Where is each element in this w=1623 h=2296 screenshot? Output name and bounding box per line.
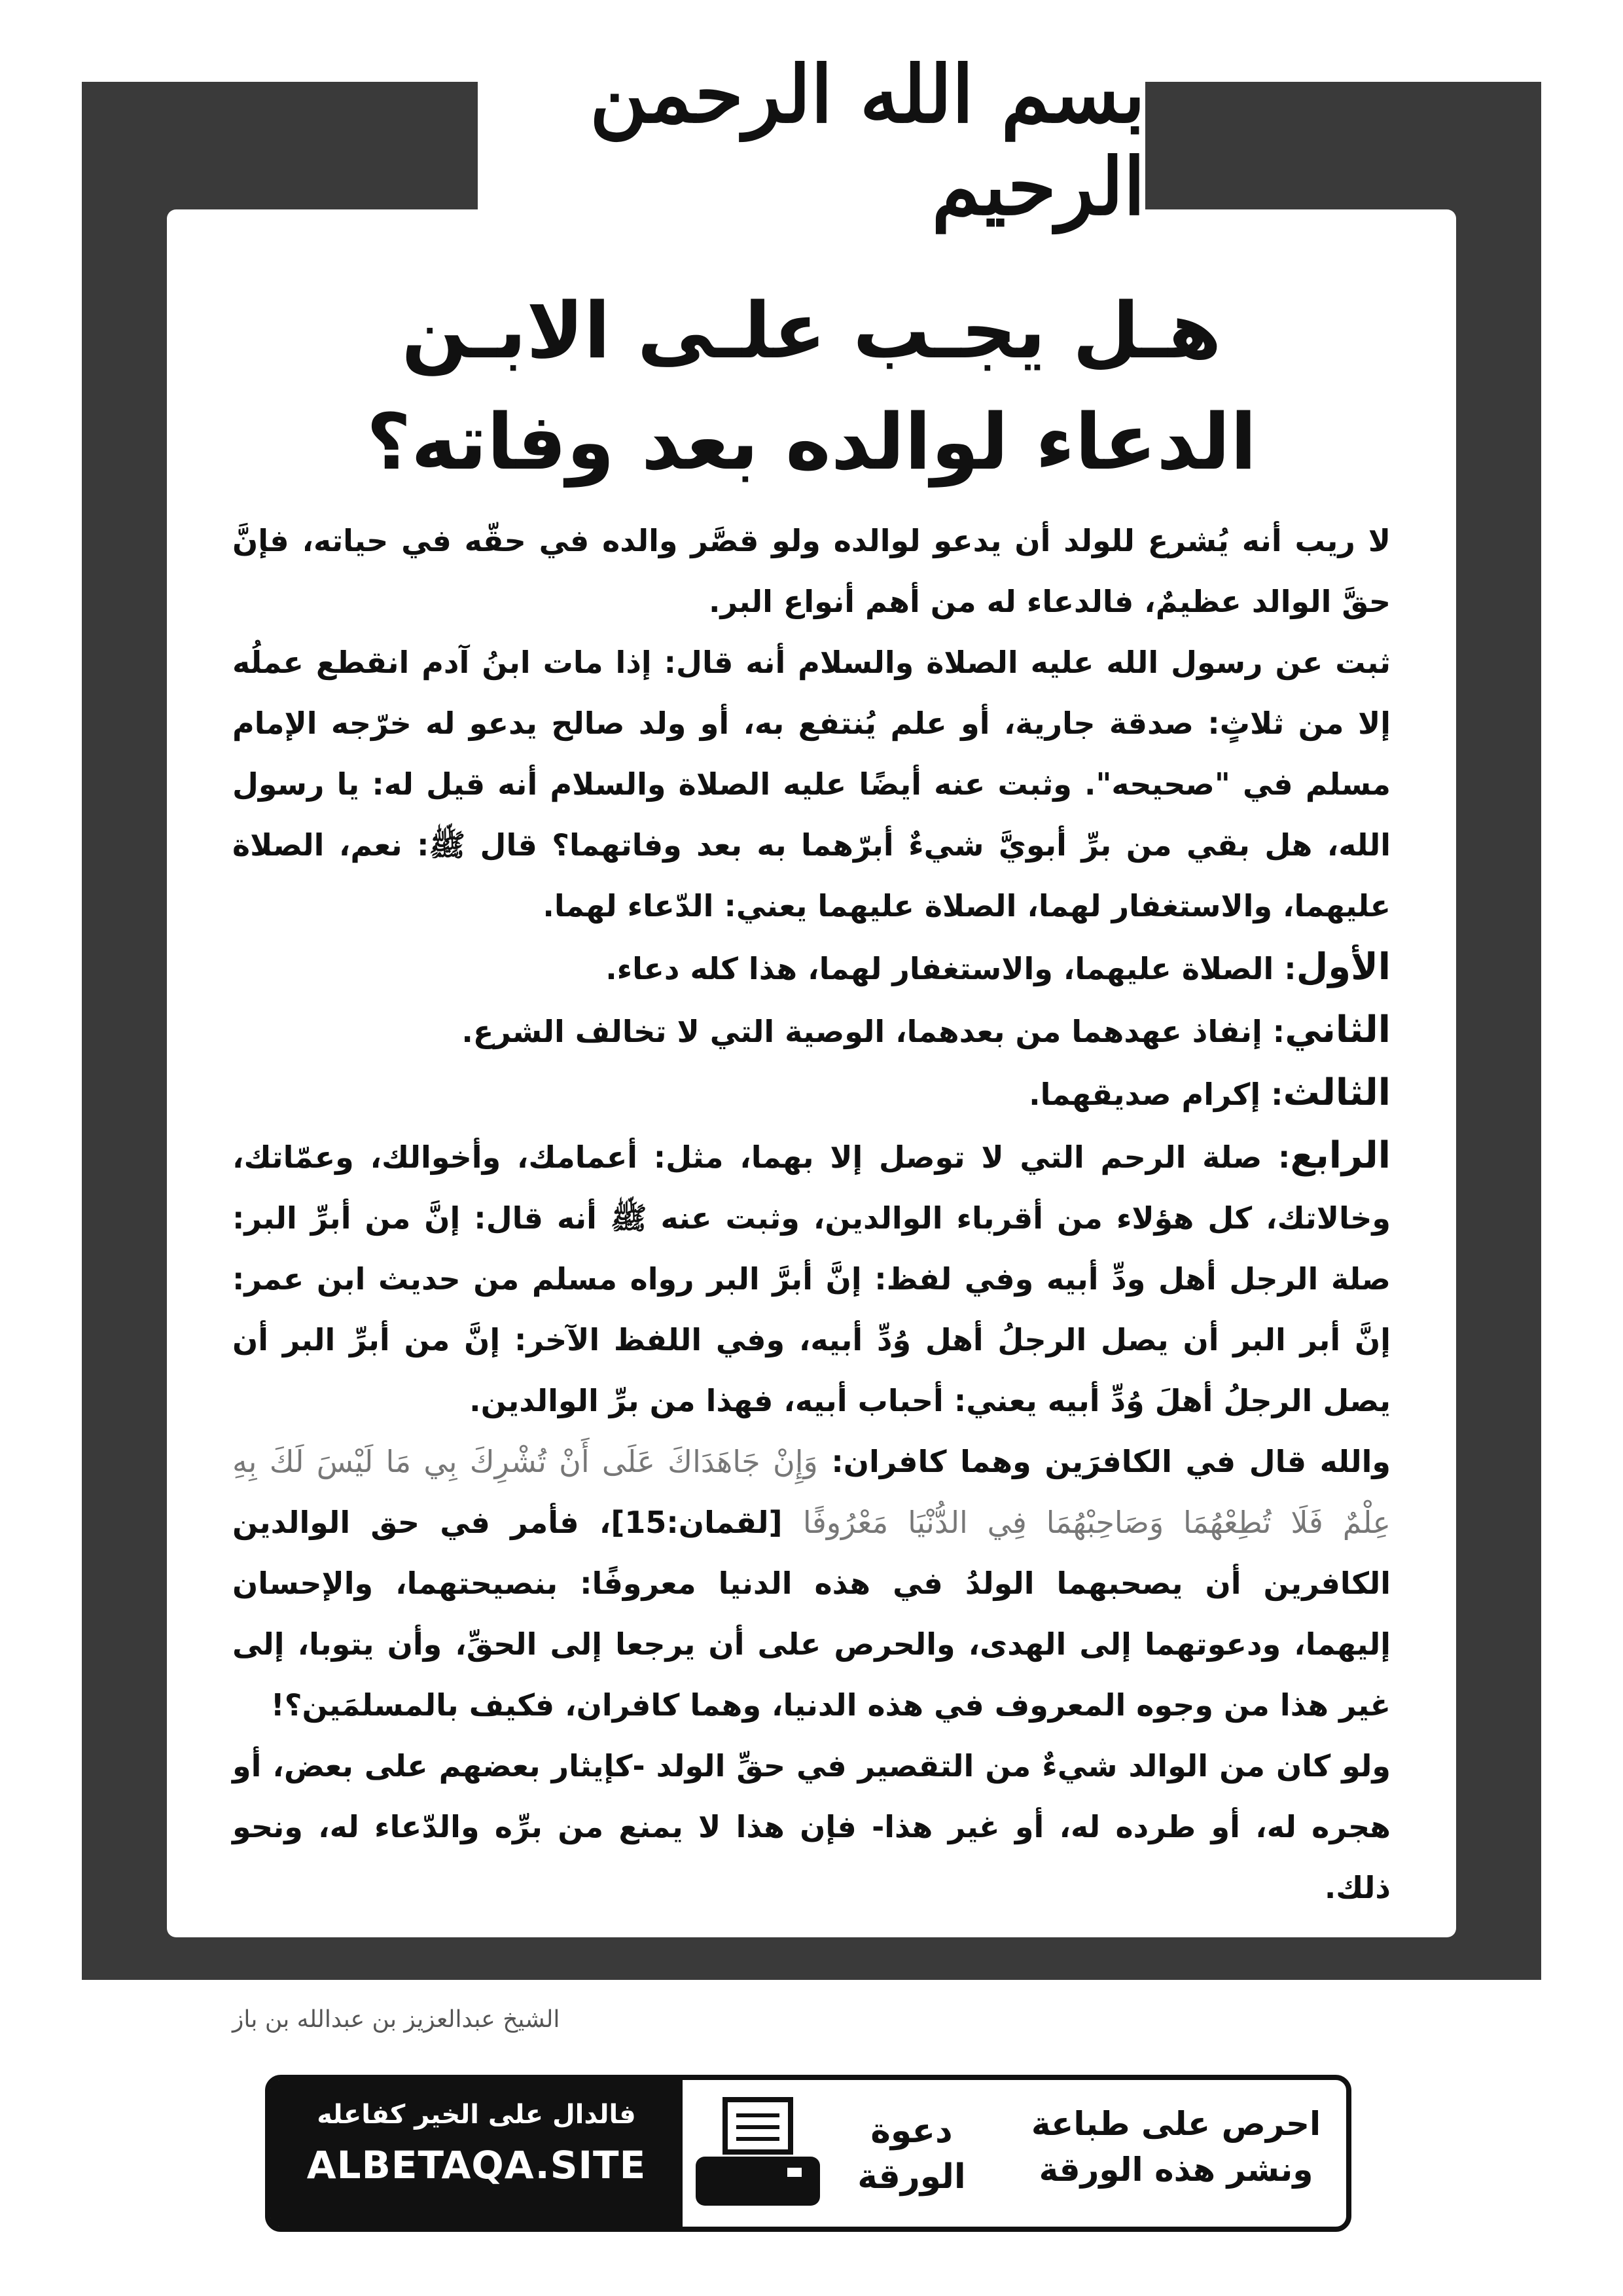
- basmala-calligraphy: بسم الله الرحمن الرحيم: [590, 48, 1145, 233]
- cta-line-1: احرص على طباعة: [1031, 2105, 1321, 2143]
- logo-word-dawa: دعوة: [870, 2111, 953, 2151]
- footer-site-block: [270, 2080, 683, 2227]
- printer-icon: [689, 2094, 827, 2212]
- title-line-1: هـل يجـب علـى الابـن: [401, 285, 1222, 376]
- paragraph-verse: [232, 1431, 1391, 1736]
- point-fourth-label: الرابع: [1290, 1134, 1391, 1177]
- paragraph-hadith: ثبت عن رسول الله عليه الصلاة والسلام أنه قال: إذا مات ابنُ آدم انقطع عملُه إلا من ثلاثٍ: صدقة جارية، أو علم يُنتفع به، أو ولد صالح يدعو له خرّجه الإمام مسلم في "صحيحه". وثبت عنه أيضًا عليه الصلاة والسلام أنه قيل له: يا رسول الله، هل بقي من برِّ أبويَّ شيءٌ أبرّهما به بعد وفاتهما؟ قال ﷺ: نعم، الصلاة عليهما، والاستغفار لهما، الصلاة عليهما يعني: الدّعاء لهما.: [232, 645, 1391, 924]
- point-fourth: [232, 1125, 1391, 1431]
- footer-slogan: فالدال على الخير كفاعله: [317, 2100, 636, 2130]
- point-first-text: : الصلاة عليهما، والاستغفار لهما، هذا كله دعاء.: [605, 951, 1296, 986]
- title-line-2: الدعاء لوالده بعد وفاته؟: [366, 397, 1257, 487]
- quran-verse: وَإِنْ جَاهَدَاكَ عَلَى أَنْ تُشْرِكَ بِي مَا لَيْسَ لَكَ بِهِ عِلْمٌ فَلَا تُطِعْهُمَا وَصَاحِبْهُمَا فِي الدُّنْيَا مَعْرُوفًا: [232, 1444, 1391, 1540]
- verse-reference: [لقمان:15]: [611, 1505, 783, 1540]
- point-first-label: الأول: [1296, 946, 1391, 988]
- page-title: [167, 275, 1456, 497]
- cta-line-2: ونشر هذه الورقة: [1039, 2151, 1313, 2189]
- footer-banner: [265, 2075, 1351, 2232]
- point-fourth-text: : صلة الرحم التي لا توصل إلا بهما، مثل: أعمامك، وأخوالك، وعمّاتك، وخالاتك، كل هؤلاء من أقرباء الوالدين، وثبت عنه ﷺ أنه قال: إنَّ من أبرِّ البر: صلة الرجل أهل ودِّ أبيه وفي لفظ: إنَّ أبرَّ البر رواه مسلم من حديث ابن عمر: إنَّ أبر البر أن يصل الرجلُ أهل وُدِّ أبيه، وفي اللفظ الآخر: إنَّ من أبرِّ البر أن يصل الرجلُ أهلَ وُدِّ أبيه يعني: أحباب أبيه، فهذا من برِّ الوالدين.: [232, 1139, 1391, 1418]
- paragraph-closing: ولو كان من الوالد شيءٌ من التقصير في حقِّ الولد -كإيثار بعضهم على بعض، أو هجره له، أو طرده له، أو غير هذا- فإن هذا لا يمنع من برِّه والدّعاء له، ونحو ذلك.: [232, 1748, 1391, 1905]
- logo-word-waraqa: الورقة: [857, 2157, 966, 2197]
- verse-commentary: ، فأمر في حق الوالدين الكافرين أن يصحبهما الولدُ في هذه الدنيا معروفًا: بنصيحتهما، والإحسان إليهما، ودعوتهما إلى الهدى، والحرص على أن يرجعا إلى الحقِّ، وأن يتوبا، إلى غير هذا من وجوه المعروف في هذه الدنيا، وهما كافران، فكيف بالمسلمَين؟!: [232, 1505, 1391, 1723]
- footer-site-link[interactable]: ALBETAQA.SITE: [306, 2143, 647, 2187]
- point-third-label: الثالث: [1283, 1071, 1391, 1114]
- dawa-waraqa-logo: [840, 2092, 984, 2216]
- source-attribution: الشيخ عبدالعزيز بن عبدالله بن باز: [232, 2006, 560, 2033]
- point-third: [232, 1062, 1391, 1125]
- point-second-text: : إنفاذ عهدهما من بعدهما، الوصية التي لا تخالف الشرع.: [461, 1014, 1285, 1049]
- verse-intro: والله قال في الكافرَين وهما كافران:: [817, 1444, 1391, 1479]
- point-first: [232, 937, 1391, 999]
- article-body: [232, 511, 1391, 1918]
- point-second-label: الثاني: [1285, 1009, 1391, 1051]
- footer-call-to-action: [1006, 2080, 1346, 2227]
- point-second: [232, 999, 1391, 1062]
- paragraph-intro: لا ريب أنه يُشرع للولد أن يدعو لوالده ولو قصَّر والده في حقّه في حياته، فإنَّ حقَّ الوالد عظيمٌ، فالدعاء له من أهم أنواع البر.: [232, 523, 1391, 619]
- point-third-text: : إكرام صديقهما.: [1029, 1077, 1283, 1112]
- basmala-banner: [478, 48, 1145, 233]
